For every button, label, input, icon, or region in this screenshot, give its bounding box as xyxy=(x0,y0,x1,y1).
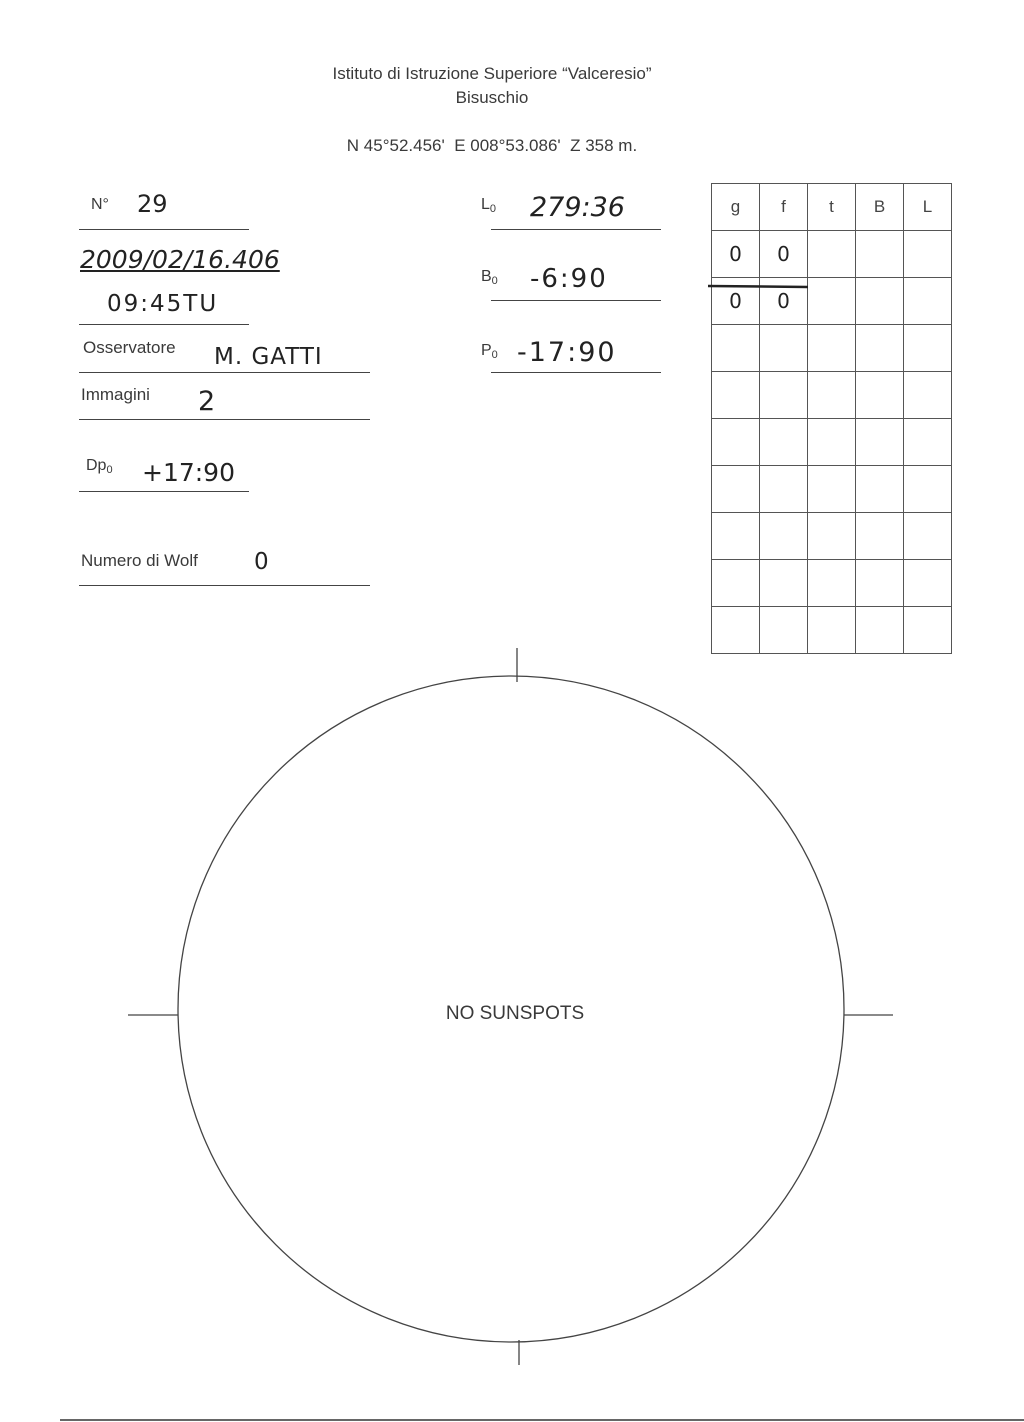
table-separator-line xyxy=(708,286,808,287)
dp0-label-main: Dp xyxy=(86,457,107,474)
l0-label-sub: 0 xyxy=(489,203,497,215)
date-value: 2009/02/16.406 xyxy=(80,245,280,274)
observer-value: M. GATTI xyxy=(214,344,323,370)
p0-value: -17:90 xyxy=(517,337,617,368)
institute-title: Istituto di Istruzione Superiore “Valceresio” xyxy=(332,64,652,83)
number-label: N° xyxy=(91,196,109,213)
town-name: Bisuschio xyxy=(455,88,529,107)
dp0-value: +17:90 xyxy=(142,458,235,487)
table-cell: 0 xyxy=(712,231,760,278)
b0-label-sub: 0 xyxy=(491,275,498,287)
p0-label-sub: 0 xyxy=(491,349,498,361)
table-cell: 0 xyxy=(760,231,808,278)
p0-label-main: P xyxy=(481,342,492,359)
images-label: Immagini xyxy=(81,385,150,404)
l0-value: 279:36 xyxy=(530,192,625,223)
number-value: 29 xyxy=(137,190,168,218)
b0-label-main: B xyxy=(481,268,492,285)
dp0-label-sub: 0 xyxy=(106,464,113,476)
table-cell: 0 xyxy=(760,278,808,325)
station-coordinates: N 45°52.456' E 008°53.086' Z 358 m. xyxy=(346,136,638,155)
images-value: 2 xyxy=(198,386,216,417)
header-cell-l: L xyxy=(904,184,952,231)
observer-label: Osservatore xyxy=(83,338,176,357)
header-cell-t: t xyxy=(808,184,856,231)
header-cell-b: B xyxy=(856,184,904,231)
table-cell: 0 xyxy=(712,278,760,325)
b0-value: -6:90 xyxy=(530,264,608,294)
no-sunspots-note: NO SUNSPOTS xyxy=(445,1003,585,1024)
header-cell-g: g xyxy=(712,184,760,231)
wolf-label: Numero di Wolf xyxy=(81,551,198,570)
wolf-value: 0 xyxy=(254,549,269,575)
header-cell-f: f xyxy=(760,184,808,231)
l0-label-main: L xyxy=(481,196,490,213)
time-value: 09:45TU xyxy=(107,291,219,317)
